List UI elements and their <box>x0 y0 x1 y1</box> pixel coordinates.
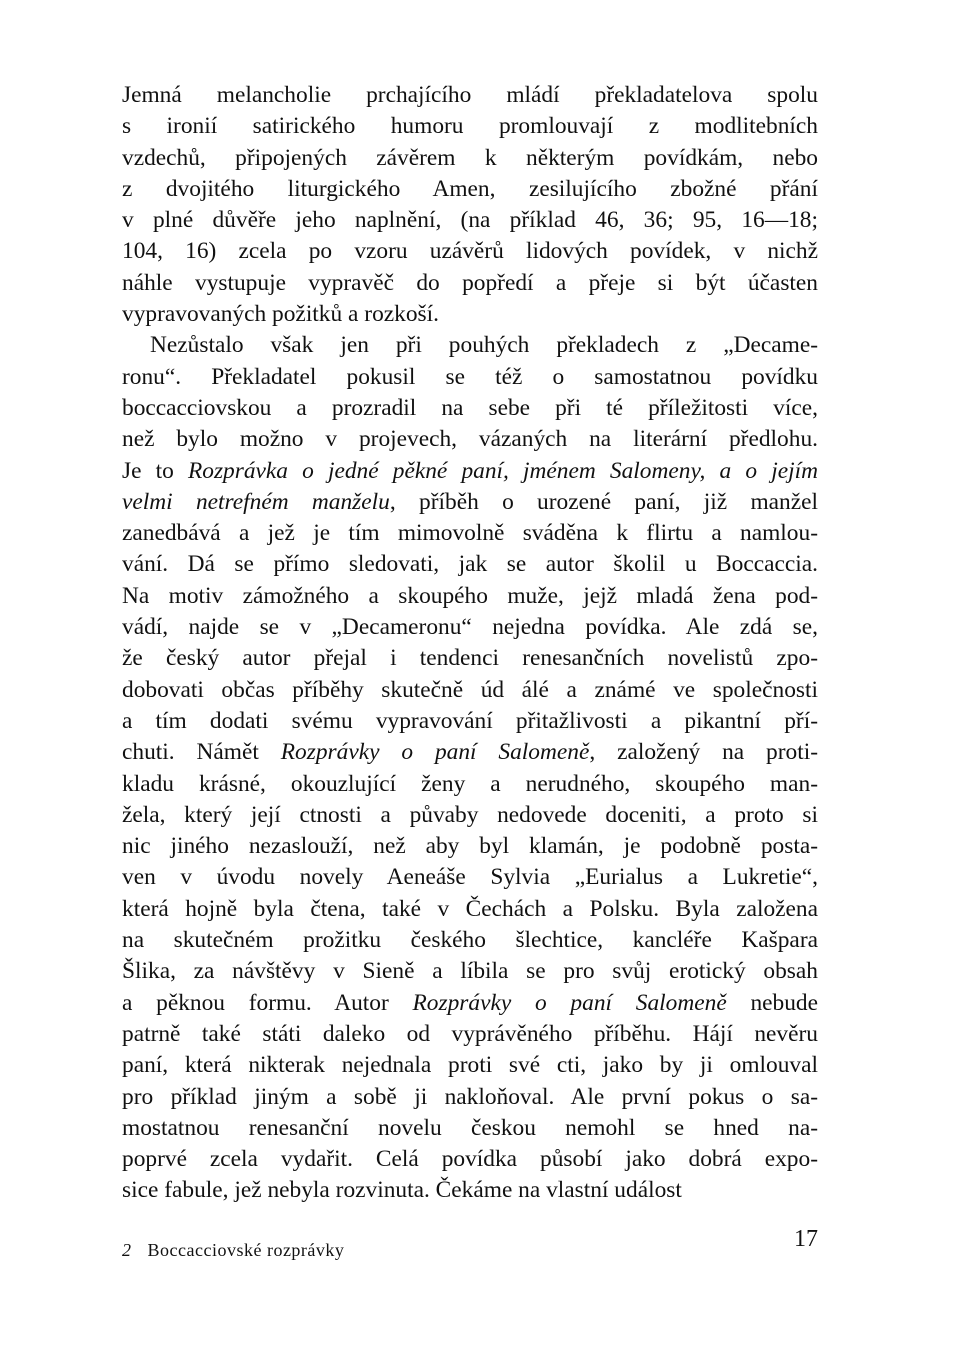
text-segment: , příběh o urozené paní, již manžel <box>389 488 818 515</box>
text-line: s ironií satirického humoru promlouvají z modlitebních <box>122 113 818 140</box>
text-line <box>122 487 818 518</box>
text-line: vypravovaných požitků a rozkoší. <box>122 301 439 328</box>
text-line: 104, 16) zcela po vzoru uzávěrů lidových povídek, v nichž <box>122 238 818 265</box>
text-line: vání. Dá se přímo sledovati, jak se autor školil u Boccaccia. <box>122 551 818 578</box>
text-line: náhle vystupuje vypravěč do popředí a přeje si být účasten <box>122 269 818 296</box>
text-line: Nezůstalo však jen při pouhých překladech z „Decame- <box>150 332 818 359</box>
text-line: z dvojitého liturgického Amen, zesilujícího zbožné přání <box>122 175 818 202</box>
italic-title: velmi netrefném manželu <box>122 488 390 515</box>
text-line: žela, který její ctnosti a půvaby nedovede doceniti, a proto si <box>122 801 818 828</box>
page-number: 17 <box>794 1226 818 1252</box>
text-line: mostatnou renesanční novelu českou nemohl se hned na- <box>122 1114 818 1141</box>
text-line: v plné důvěře jeho naplnění, (na příklad 46, 36; 95, 16—18; <box>122 207 818 234</box>
text-line: že český autor přejal i tendenci renesančních novelistů zpo- <box>122 645 818 672</box>
text-line: ven v úvodu novely Aeneáše Sylvia „Eurialus a Lukretie“, <box>122 864 818 891</box>
page-body <box>122 80 818 1207</box>
text-line: vzdechů, připojených závěrem k některým povídkám, nebo <box>122 144 818 171</box>
text-line: nic jiného nezaslouží, než aby byl klamán, je podobně posta- <box>122 833 818 860</box>
text-line: poprvé zcela vydařit. Celá povídka působí jako dobrá expo- <box>122 1146 818 1173</box>
text-line: dobovati občas příběhy skutečně úd álé a známé ve společnosti <box>122 676 818 703</box>
text-line: boccacciovskou a prozradil na sebe při té příležitosti více, <box>122 394 818 421</box>
signature-title: Boccacciovské rozprávky <box>147 1240 345 1260</box>
text-line: která hojně byla čtena, také v Čechách a Polsku. Byla založena <box>122 895 818 922</box>
text-line <box>122 737 818 768</box>
text-segment: chuti. Námět <box>122 739 281 766</box>
page-footer <box>122 1226 818 1266</box>
text-line: vádí, najde se v „Decameronu“ nejedna povídka. Ale zdá se, <box>122 614 818 641</box>
signature-number: 2 <box>122 1240 132 1260</box>
text-line <box>122 456 818 487</box>
text-segment: a pěknou formu. Autor <box>122 989 413 1016</box>
text-segment: , založený na proti- <box>589 739 819 766</box>
body-text <box>122 80 818 1207</box>
text-line: Na motiv zámožného a skoupého muže, jejž mladá žena pod- <box>122 582 818 609</box>
text-line: Šlika, za návštěvy v Sieně a líbila se pro svůj erotický obsah <box>122 958 818 985</box>
italic-title: Rozprávky o paní Salomeně <box>412 989 727 1016</box>
text-line: pro příklad jiným a sobě ji nakloňoval. Ale první pokus o sa- <box>122 1083 818 1110</box>
text-line: než bylo možno v projevech, vázaných na literární předlohu. <box>122 426 818 453</box>
text-line: sice fabule, jež nebyla rozvinuta. Čekáme na vlastní událost <box>122 1177 682 1204</box>
text-line: kladu krásné, okouzlující ženy a nerudného, skoupého man- <box>122 770 818 797</box>
text-line: na skutečném prožitku českého šlechtice, kancléře Kašpara <box>122 927 818 954</box>
text-line: zanedbává a jež je tím mimovolně sváděna k flirtu a namlou- <box>122 520 818 547</box>
text-segment: nebude <box>726 989 818 1016</box>
text-line: a tím dodati svému vypravování přitažlivosti a pikantní pří- <box>122 707 818 734</box>
text-line <box>122 988 818 1019</box>
text-line: ronu“. Překladatel pokusil se též o samostatnou povídku <box>122 363 818 390</box>
text-segment: Je to <box>122 457 188 484</box>
text-line: patrně také státi daleko od vyprávěného příběhu. Hájí nevěru <box>122 1020 818 1047</box>
italic-title: Rozprávky o paní Salomeně <box>280 739 590 766</box>
italic-title: Rozprávka o jedné pěkné paní, jménem Salomeny, a o jejím <box>187 457 818 484</box>
text-line: paní, která nikterak nejednala proti své cti, jako by ji omlouval <box>122 1052 818 1079</box>
printer-signature <box>122 1240 344 1261</box>
text-line: Jemná melancholie prchajícího mládí překladatelova spolu <box>122 82 818 108</box>
